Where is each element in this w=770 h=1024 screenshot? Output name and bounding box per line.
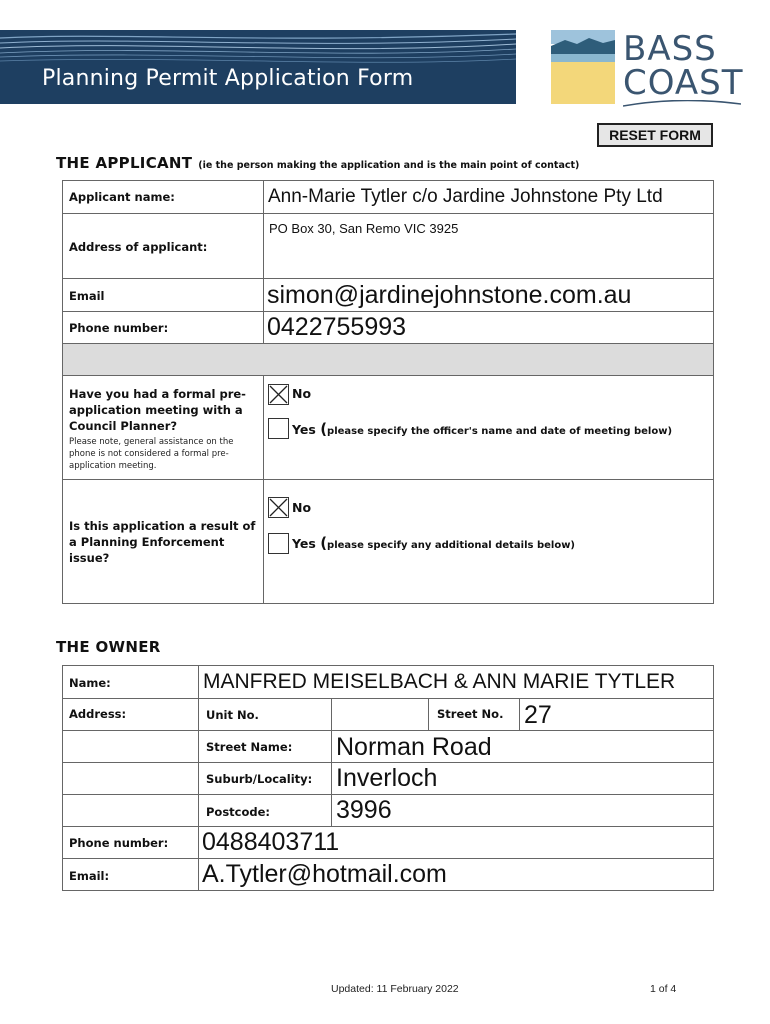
form-title: Planning Permit Application Form [42, 66, 414, 91]
applicant-heading [56, 154, 579, 172]
checked-x-icon [269, 385, 288, 404]
applicant-phone-value: 0422755993 [267, 313, 407, 341]
meeting-yes-detail: please specify the officer's name and date of meeting below) [327, 426, 673, 437]
unit-no-field[interactable] [331, 698, 429, 731]
postcode-value: 3996 [336, 796, 392, 824]
applicant-name-label: Applicant name: [69, 190, 175, 204]
applicant-address-value: PO Box 30, San Remo VIC 3925 [269, 221, 459, 236]
enforcement-yes-paren: ( [320, 534, 328, 552]
street-no-value: 27 [524, 701, 552, 729]
enforcement-no-label: No [292, 500, 312, 515]
enforcement-no-checkbox[interactable] [268, 497, 289, 518]
meeting-question-label: Have you had a formal pre-application meeting with a Council Planner? [69, 387, 246, 433]
applicant-email-value: simon@jardinejohnstone.com.au [267, 281, 632, 309]
owner-blank-cell-3 [62, 794, 199, 827]
owner-phone-value: 0488403711 [202, 828, 340, 856]
bass-coast-logo [551, 29, 744, 106]
logo-word-coast: COAST [623, 63, 744, 103]
meeting-no-checkbox[interactable] [268, 384, 289, 405]
owner-name-value: MANFRED MEISELBACH & ANN MARIE TYTLER [203, 670, 676, 693]
unit-no-label: Unit No. [206, 708, 259, 722]
applicant-address-label: Address of applicant: [69, 240, 208, 254]
postcode-label: Postcode: [206, 805, 271, 819]
meeting-yes-label [292, 420, 672, 438]
street-name-label: Street Name: [206, 740, 293, 754]
owner-email-label: Email: [69, 869, 110, 883]
logo-word-bass: BASS [623, 29, 717, 69]
suburb-label: Suburb/Locality: [206, 772, 313, 786]
reset-form-button[interactable]: RESET FORM [597, 123, 713, 147]
owner-address-label: Address: [69, 707, 127, 721]
meeting-yes-paren: ( [320, 420, 328, 438]
enforcement-yes-label [292, 534, 575, 552]
owner-blank-cell-2 [62, 762, 199, 795]
applicant-phone-label: Phone number: [69, 321, 169, 335]
suburb-value: Inverloch [336, 764, 438, 792]
applicant-email-label: Email [69, 289, 105, 303]
meeting-yes-text: Yes [292, 422, 316, 437]
meeting-no-label: No [292, 386, 312, 401]
footer-page-number: 1 of 4 [650, 983, 677, 995]
enforcement-question-label: Is this application a result of a Planning Enforcement issue? [69, 519, 256, 565]
owner-heading: THE OWNER [56, 638, 161, 656]
applicant-heading-text: THE APPLICANT [56, 154, 193, 172]
checked-x-icon [269, 498, 288, 517]
enforcement-yes-checkbox[interactable] [268, 533, 289, 554]
meeting-yes-checkbox[interactable] [268, 418, 289, 439]
owner-name-label: Name: [69, 676, 111, 690]
enforcement-yes-detail: please specify any additional details below) [327, 540, 575, 551]
footer-updated: Updated: 11 February 2022 [331, 983, 459, 995]
owner-email-value: A.Tytler@hotmail.com [202, 860, 447, 888]
street-no-label: Street No. [437, 707, 504, 721]
applicant-heading-note: (ie the person making the application and is the main point of contact) [198, 160, 580, 171]
street-name-value: Norman Road [336, 733, 492, 761]
owner-blank-cell-1 [62, 730, 199, 763]
logo-swoosh [623, 100, 741, 108]
applicant-name-value: Ann-Marie Tytler c/o Jardine Johnstone Pty Ltd [268, 186, 663, 207]
owner-phone-label: Phone number: [69, 836, 169, 850]
enforcement-yes-text: Yes [292, 536, 316, 551]
meeting-note: Please note, general assistance on the phone is not considered a formal pre-application meeting. [69, 437, 234, 471]
logo-landscape-icon [551, 30, 615, 104]
shaded-separator-row [62, 343, 714, 376]
